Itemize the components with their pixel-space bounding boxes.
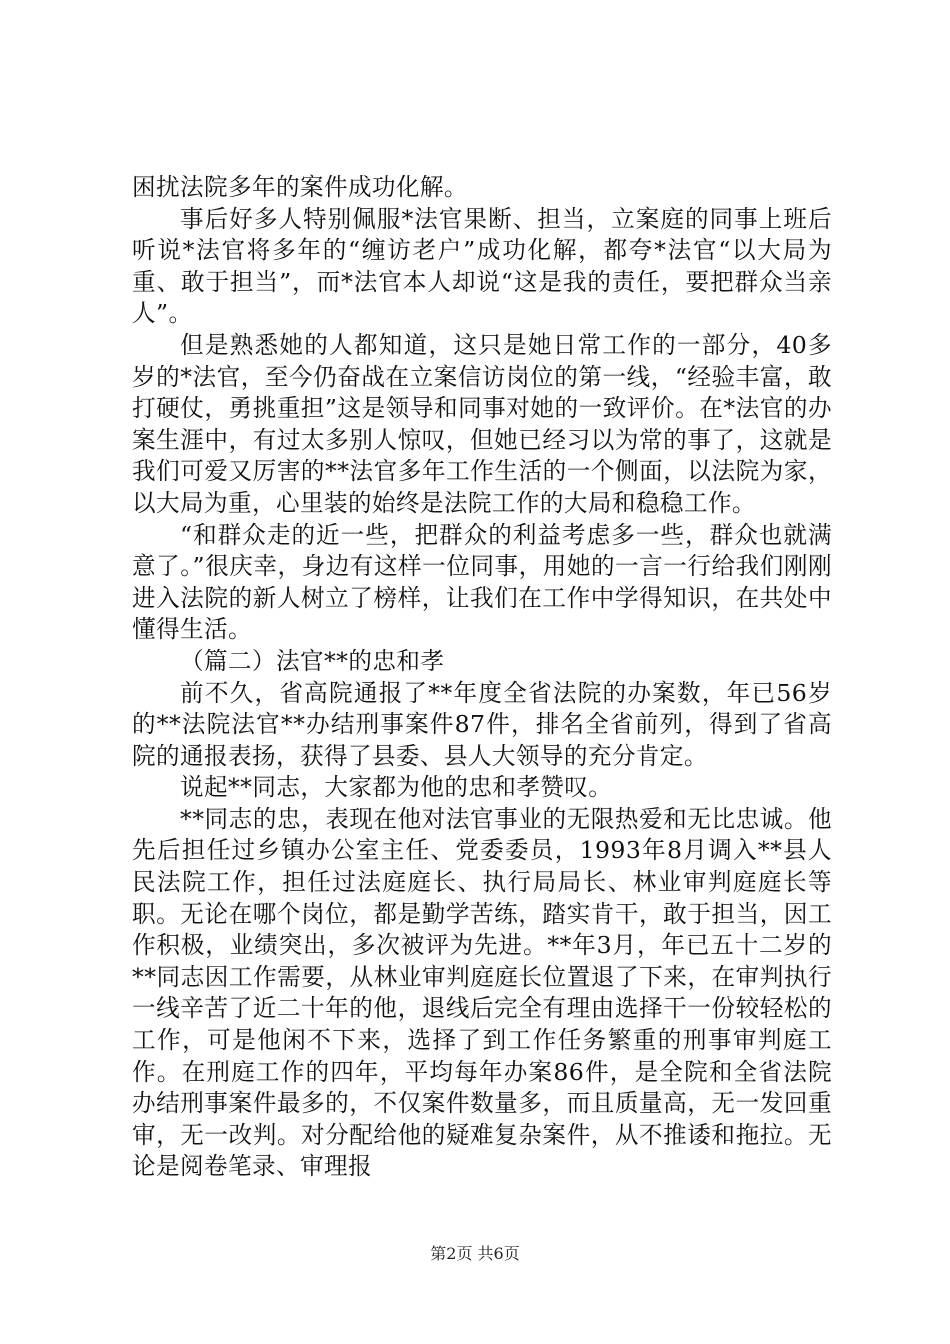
paragraph-2: 事后好多人特别佩服*法官果断、担当，立案庭的同事上班后听说*法官将多年的“缠访老户”成功化解，都夸*法官“以大局为重、敢于担当”，而*法官本人却说“这是我的责任，要把群众当亲人”。 bbox=[132, 204, 832, 328]
paragraph-6: 前不久，省高院通报了**年度全省法院的办案数，年已56岁的**法院法官**办结刑事案件87件，排名全省前列，得到了省高院的通报表扬，获得了县委、县人大领导的充分肯定。 bbox=[132, 678, 832, 770]
page-footer bbox=[0, 1244, 950, 1264]
paragraph-1: 困扰法院多年的案件成功化解。 bbox=[132, 173, 468, 201]
document-body bbox=[132, 172, 832, 1183]
section-heading: （篇二）法官**的忠和孝 bbox=[180, 646, 445, 675]
paragraph-8: **同志的忠，表现在他对法官事业的无限热爱和无比忠诚。他先后担任过乡镇办公室主任、党委委员，1993年8月调入**县人民法院工作，担任过法庭庭长、执行局局长、林业审判庭庭长等职。无论在哪个岗位，都是勤学苦练，踏实肯干，敢于担当，因工作积极，业绩突出，多次被评为先进。**年3月，年已五十二岁的**同志因工作需要，从林业审判庭庭长位置退了下来，在审判执行一线辛苦了近二十年的他，退线后完全有理由选择干一份较轻松的工作，可是他闲不下来，选择了到工作任务繁重的刑事审判庭工作。在刑庭工作的四年，平均每年办案86件，是全院和全省法院办结刑事案件最多的，不仅案件数量多，而且质量高，无一发回重审，无一改判。对分配给他的疑难复杂案件，从不推诿和拖拉。无论是阅卷笔录、审理报 bbox=[132, 804, 832, 1181]
page-number-label: 第2页 共6页 bbox=[430, 1244, 520, 1263]
paragraph-7: 说起**同志，大家都为他的忠和孝赞叹。 bbox=[180, 773, 613, 802]
paragraph-4: “和群众走的近一些，把群众的利益考虑多一些，群众也就满意了。”很庆幸，身边有这样一位同事，用她的一言一行给我们刚刚进入法院的新人树立了榜样，让我们在工作中学得知识，在共处中懂得生活。 bbox=[132, 520, 832, 644]
paragraph-3: 但是熟悉她的人都知道，这只是她日常工作的一部分，40多岁的*法官，至今仍奋战在立案信访岗位的第一线，“经验丰富，敢打硬仗，勇挑重担”这是领导和同事对她的一致评价。在*法官的办案生涯中，有过太多别人惊叹，但她已经习以为常的事了，这就是我们可爱又厉害的**法官多年工作生活的一个侧面，以法院为家，以大局为重，心里装的始终是法院工作的大局和稳稳工作。 bbox=[132, 330, 832, 517]
